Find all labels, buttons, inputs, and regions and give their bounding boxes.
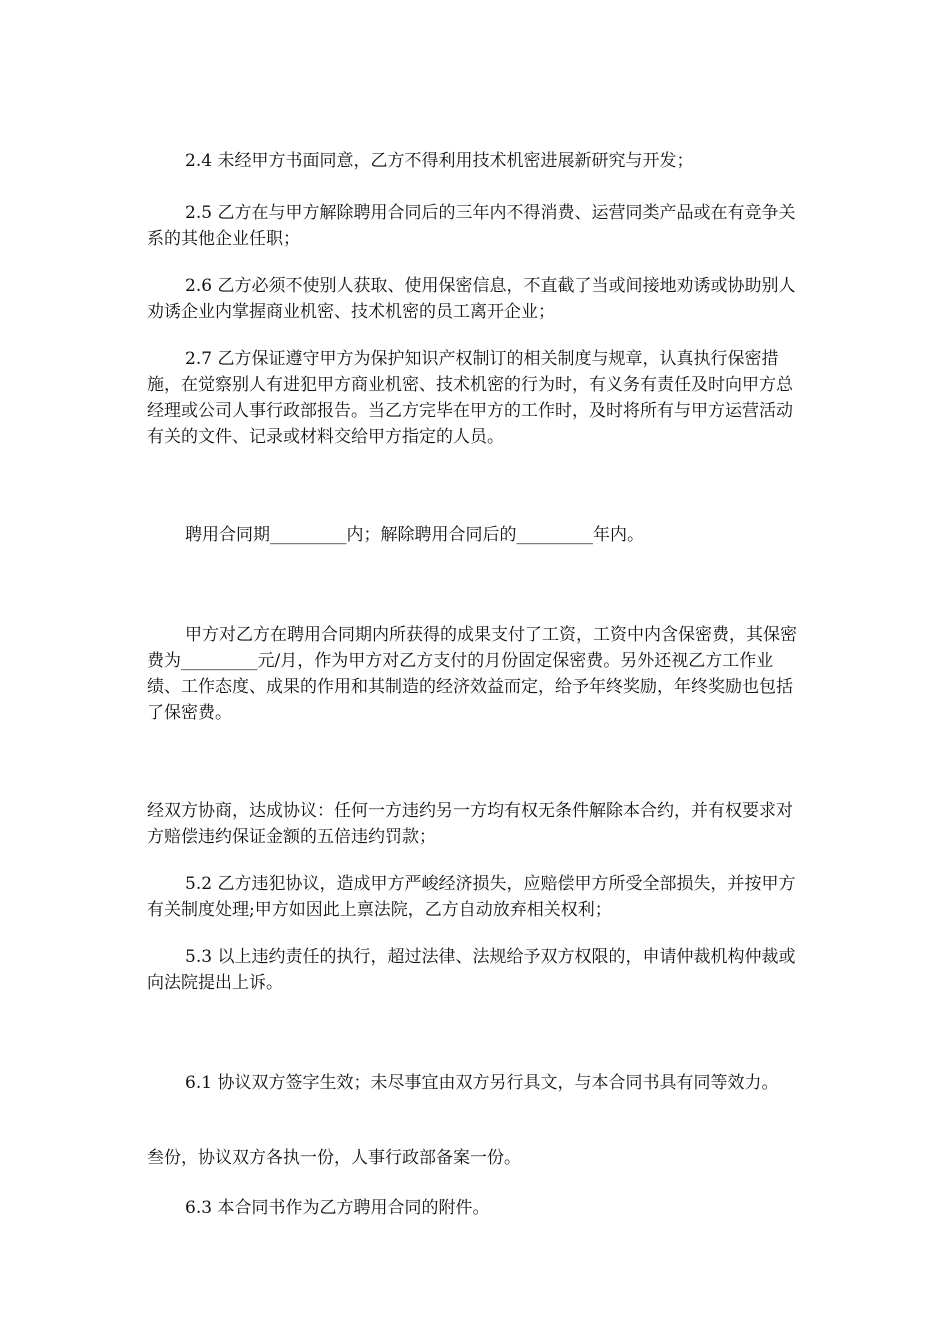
clause-5-3: 5.3 以上违约责任的执行，超过法律、法规给予双方权限的，申请仲裁机构仲裁或向法院提出上诉。 — [147, 947, 796, 993]
clause-2-4: 2.4 未经甲方书面同意，乙方不得利用技术机密进展新研究与开发； — [185, 151, 694, 171]
clause-6-1: 6.1 协议双方签字生效；未尽事宜由双方另行具文，与本合同书具有同等效力。 — [185, 1073, 779, 1093]
clause-2-7: 2.7 乙方保证遵守甲方为保护知识产权制订的相关制度与规章，认真执行保密措施，在觉察别人有进犯甲方商业机密、技术机密的行为时，有义务有责任及时向甲方总经理或公司人事行政部报告。当乙方完毕在甲方的工作时，及时将所有与甲方运营活动有关的文件、记录或材料交给甲方指定的人员。 — [147, 349, 793, 447]
clause-5-2: 5.2 乙方违犯协议，造成甲方严峻经济损失，应赔偿甲方所受全部损失，并按甲方有关制度处理;甲方如因此上禀法院，乙方自动放弃相关权利； — [147, 874, 796, 920]
confidentiality-term: 聘用合同期_________内；解除聘用合同后的_________年内。 — [185, 525, 644, 545]
clause-6-3: 6.3 本合同书作为乙方聘用合同的附件。 — [185, 1198, 490, 1218]
confidentiality-fee: 甲方对乙方在聘用合同期内所获得的成果支付了工资，工资中内含保密费，其保密费为_________元/月，作为甲方对乙方支付的月份固定保密费。另外还视乙方工作业绩、工作态度、成果的作用和其制造的经济效益而定，给予年终奖励，年终奖励也包括了保密费。 — [147, 625, 797, 723]
clause-2-6: 2.6 乙方必须不使别人获取、使用保密信息，不直截了当或间接地劝诱或协助别人劝诱企业内掌握商业机密、技术机密的员工离开企业； — [147, 276, 796, 322]
clause-6-2: 叁份，协议双方各执一份，人事行政部备案一份。 — [147, 1148, 521, 1168]
clause-2-5: 2.5 乙方在与甲方解除聘用合同后的三年内不得消费、运营同类产品或在有竞争关系的其他企业任职； — [147, 203, 796, 249]
clause-5-1: 经双方协商，达成协议：任何一方违约另一方均有权无条件解除本合约，并有权要求对方赔偿违约保证金额的五倍违约罚款； — [147, 801, 793, 847]
